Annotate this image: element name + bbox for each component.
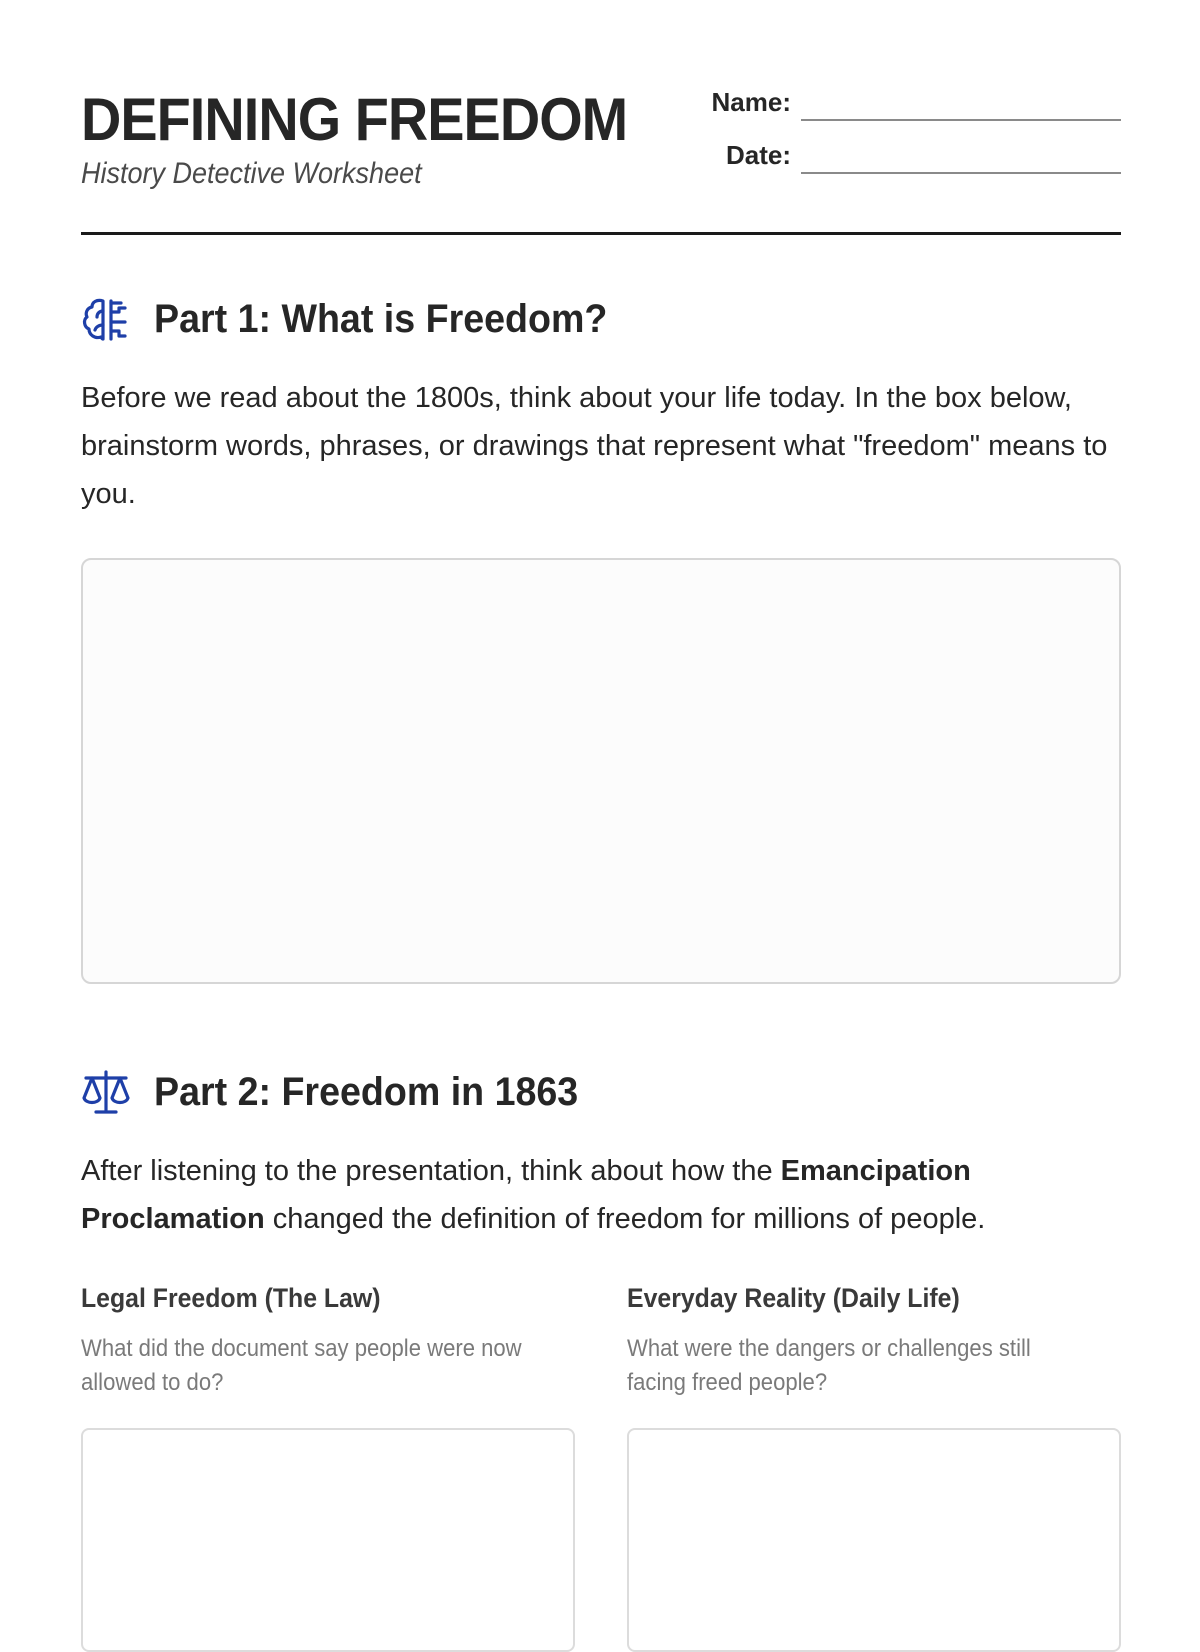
name-label: Name: — [711, 87, 791, 117]
legal-freedom-column — [81, 1278, 575, 1600]
legal-freedom-title: Legal Freedom (The Law) — [81, 1283, 381, 1313]
page-title: DEFINING FREEDOM — [81, 86, 628, 153]
part2-instructions-end: changed the definition of freedom for millions of people. — [264, 1203, 986, 1235]
everyday-reality-column — [627, 1278, 1121, 1600]
page-subtitle: History Detective Worksheet — [81, 157, 422, 190]
part2-title: Part 2: Freedom in 1863 — [154, 1070, 579, 1114]
worksheet-header — [81, 80, 1121, 236]
header-divider — [81, 232, 1121, 235]
brain-icon — [81, 295, 129, 343]
date-line[interactable] — [801, 172, 1121, 174]
brainstorm-box[interactable] — [81, 558, 1121, 984]
legal-freedom-prompt: What did the document say people were now allowed to do? — [81, 1335, 522, 1396]
name-field[interactable] — [681, 82, 1121, 122]
part2-instructions-start: After listening to the presentation, think about how the — [81, 1155, 781, 1187]
part1-heading — [81, 291, 1121, 347]
emancipation-proclamation-term: Emancipation Proclamation — [81, 1155, 971, 1235]
everyday-reality-prompt: What were the dangers or challenges still facing freed people? — [627, 1335, 1031, 1396]
name-line[interactable] — [801, 119, 1121, 121]
part2-instructions — [81, 1147, 1121, 1243]
part2-heading — [81, 1064, 1121, 1120]
scales-icon — [81, 1068, 129, 1116]
everyday-reality-answer-box[interactable] — [627, 1428, 1121, 1652]
legal-freedom-answer-box[interactable] — [81, 1428, 575, 1652]
part1-instructions: Before we read about the 1800s, think about your life today. In the box below, brainstorm words, phrases, or drawings that represent what "freedom" means to you. — [81, 382, 1108, 510]
part1-title: Part 1: What is Freedom? — [154, 297, 608, 341]
date-field[interactable] — [681, 135, 1121, 175]
worksheet-page — [81, 0, 1121, 1600]
date-label: Date: — [725, 140, 791, 170]
everyday-reality-title: Everyday Reality (Daily Life) — [627, 1283, 960, 1313]
